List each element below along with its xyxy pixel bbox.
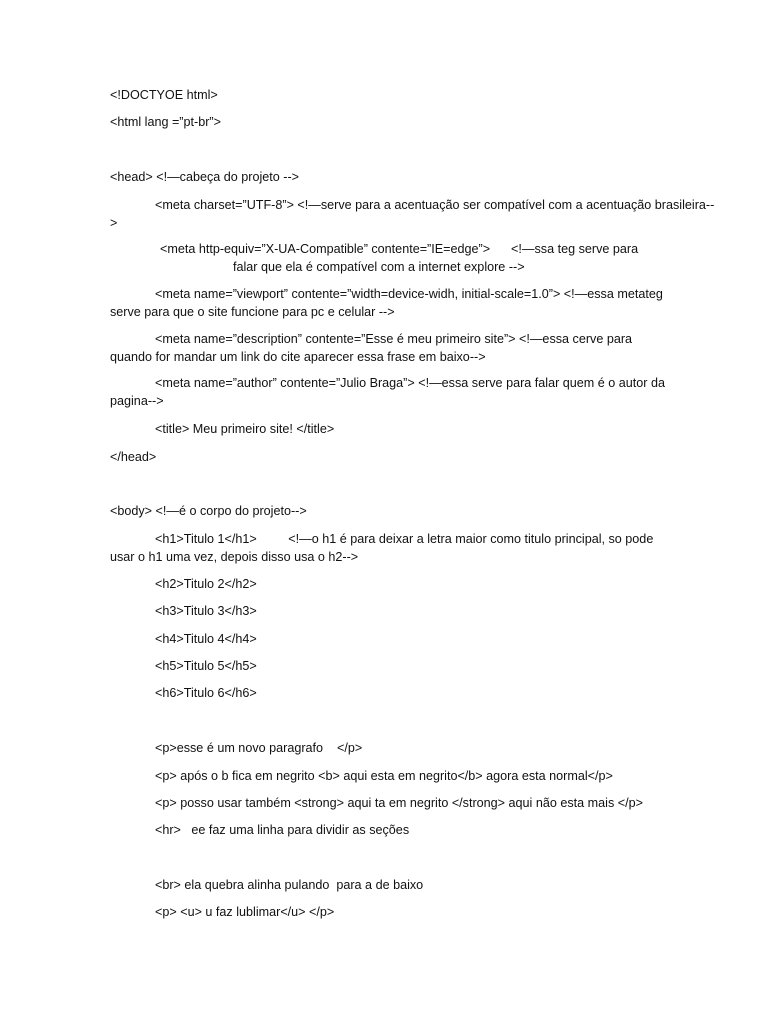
meta-http-equiv-line-1: <meta http-equiv=”X-UA-Compatible” contente=”IE=edge”> <!—ssa teg serve para [160, 242, 639, 256]
doctype-line: <!DOCTYOE html> [110, 88, 218, 102]
meta-author-text: <meta name=”author” contente=”Julio Braga”> <!—essa serve para falar quem é o autor da pagina--> [110, 376, 665, 408]
h4-line: <h4>Titulo 4</h4> [155, 632, 257, 646]
h1-text: <h1>Titulo 1</h1> <!—o h1 é para deixar a letra maior como titulo principal, so pode usar o h1 uma vez, depois disso usa o h2--> [110, 532, 657, 564]
hr-line: <hr> ee faz uma linha para dividir as seções [155, 823, 410, 837]
head-open-line: <head> <!—cabeça do projeto --> [110, 170, 300, 184]
br-line: <br> ela quebra alinha pulando para a de baixo [155, 878, 424, 892]
paragraph-line-2: <p> após o b fica em negrito <b> aqui esta em negrito</b> agora esta normal</p> [155, 769, 613, 783]
h2-line: <h2>Titulo 2</h2> [155, 577, 257, 591]
document-page [110, 0, 715, 1024]
meta-description-text: <meta name=”description” contente=”Esse é meu primeiro site”> <!—essa cerve para quando for mandar um link do cite aparecer essa frase em baixo--> [110, 332, 633, 364]
meta-viewport-text: <meta name=”viewport” contente=”width=device-widh, initial-scale=1.0”> <!—essa metateg serve para que o site funcione para pc e celular --> [110, 287, 663, 319]
h1-line [110, 530, 670, 566]
h3-line: <h3>Titulo 3</h3> [155, 604, 257, 618]
meta-charset-text: <meta charset=”UTF-8”> <!—serve para a acentuação ser compatível com a acentuação brasileira--> [110, 198, 715, 230]
body-open-line: <body> <!—é o corpo do projeto--> [110, 504, 307, 518]
meta-charset-line [110, 196, 715, 232]
meta-description-line [110, 330, 670, 366]
h6-line: <h6>Titulo 6</h6> [155, 686, 257, 700]
html-open-line: <html lang =”pt-br”> [110, 115, 221, 129]
paragraph-line-1: <p>esse é um novo paragrafo </p> [155, 741, 363, 755]
meta-author-line [110, 374, 670, 410]
title-line: <title> Meu primeiro site! </title> [155, 422, 335, 436]
paragraph-line-3: <p> posso usar também <strong> aqui ta em negrito </strong> aqui não esta mais </p> [155, 796, 643, 810]
underline-paragraph-line: <p> <u> u faz lublimar</u> </p> [155, 905, 335, 919]
meta-http-equiv-line-2: falar que ela é compatível com a internet explore --> [233, 260, 525, 274]
head-close-line: </head> [110, 450, 157, 464]
meta-viewport-line [110, 285, 670, 321]
h5-line: <h5>Titulo 5</h5> [155, 659, 257, 673]
